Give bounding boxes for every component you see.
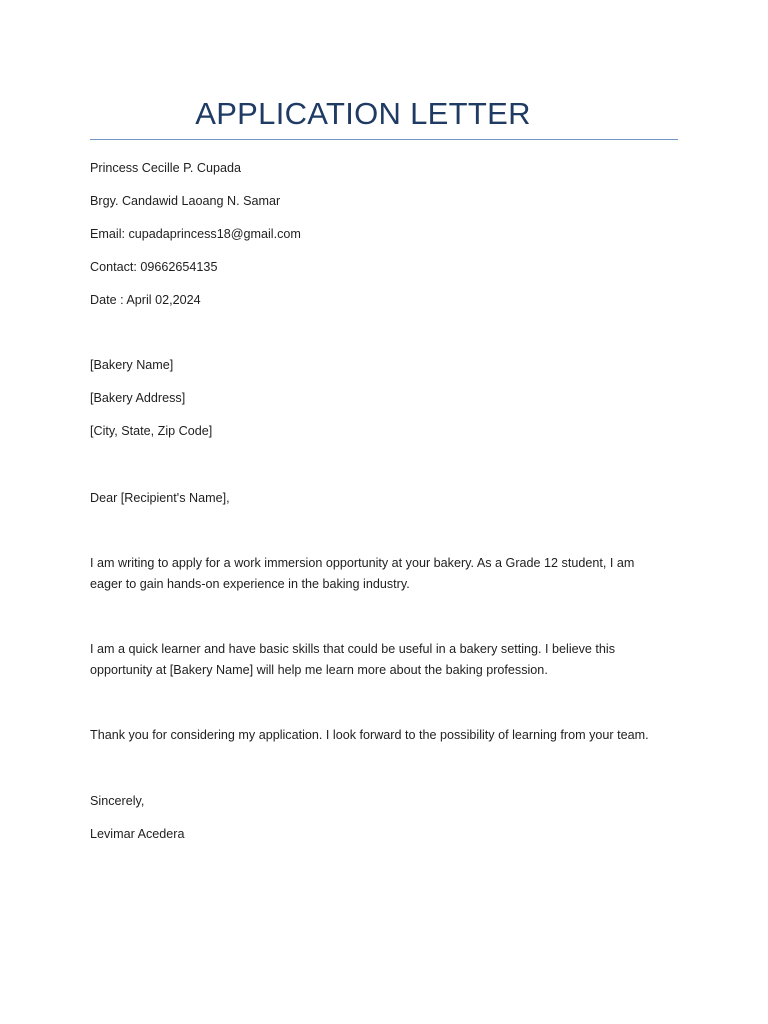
body-paragraph-1-line-2: eager to gain hands-on experience in the baking industry. bbox=[90, 577, 410, 591]
title-divider bbox=[90, 139, 678, 140]
sender-email: Email: cupadaprincess18@gmail.com bbox=[90, 227, 301, 241]
salutation: Dear [Recipient's Name], bbox=[90, 491, 230, 505]
closing: Sincerely, bbox=[90, 794, 145, 808]
body-paragraph-3-line-1: Thank you for considering my application. I look forward to the possibility of learning from your team. bbox=[90, 728, 649, 742]
sender-name: Princess Cecille P. Cupada bbox=[90, 161, 241, 175]
document-title: APPLICATION LETTER bbox=[195, 96, 531, 131]
sender-address: Brgy. Candawid Laoang N. Samar bbox=[90, 194, 281, 208]
signature-name: Levimar Acedera bbox=[90, 827, 185, 841]
body-paragraph-2-line-1: I am a quick learner and have basic skills that could be useful in a bakery setting. I believe this bbox=[90, 642, 616, 656]
body-paragraph-2-line-2: opportunity at [Bakery Name] will help me learn more about the baking profession. bbox=[90, 663, 548, 677]
letter-date: Date : April 02,2024 bbox=[90, 293, 201, 307]
sender-contact: Contact: 09662654135 bbox=[90, 260, 218, 274]
recipient-bakery-name: [Bakery Name] bbox=[90, 358, 174, 372]
body-paragraph-1-line-1: I am writing to apply for a work immersion opportunity at your bakery. As a Grade 12 student, I am bbox=[90, 556, 635, 570]
recipient-city-state-zip: [City, State, Zip Code] bbox=[90, 424, 213, 438]
recipient-bakery-address: [Bakery Address] bbox=[90, 391, 186, 405]
